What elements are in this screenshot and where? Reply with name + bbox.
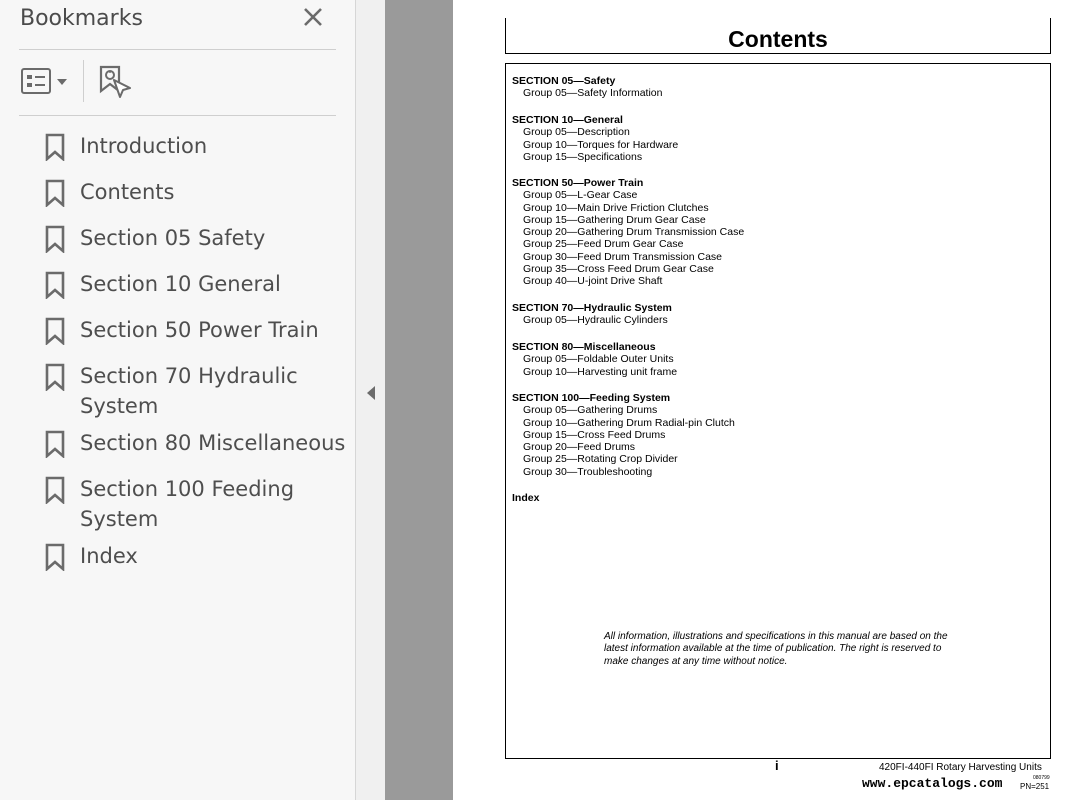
group-entry: Group 05—Foldable Outer Units — [523, 353, 674, 366]
section-heading: Index — [512, 492, 540, 504]
group-entry: Group 25—Rotating Crop Divider — [523, 453, 678, 466]
toolbar-separator — [83, 60, 84, 102]
footer-title: 420FI-440FI Rotary Harvesting Units — [879, 762, 1042, 773]
group-entry: Group 10—Harvesting unit frame — [523, 365, 678, 378]
bookmark-label: Index — [80, 544, 138, 568]
toc-section — [512, 492, 539, 504]
toc-section — [512, 114, 678, 163]
bookmark-label: Section 10 General — [80, 272, 281, 296]
group-entry: Group 10—Torques for Hardware — [523, 138, 679, 151]
watermark: www.epcatalogs.com — [862, 776, 1003, 791]
group-entry: Group 05—L-Gear Case — [523, 189, 638, 202]
document-page — [453, 0, 1075, 800]
group-entry: Group 10—Main Drive Friction Clutches — [523, 201, 709, 214]
close-icon[interactable] — [299, 3, 327, 31]
divider — [19, 115, 336, 116]
bookmark-label: Section 80 Miscellaneous — [80, 431, 346, 455]
group-entry: Group 05—Gathering Drums — [523, 404, 658, 417]
bookmark-icon — [44, 225, 66, 253]
group-entry: Group 20—Gathering Drum Transmission Case — [523, 226, 745, 239]
group-entry: Group 35—Cross Feed Drum Gear Case — [523, 263, 714, 276]
find-bookmark-icon[interactable] — [97, 64, 133, 100]
contents-frame — [505, 63, 1051, 759]
options-menu-icon[interactable] — [20, 66, 72, 96]
bookmark-icon — [44, 179, 66, 207]
section-heading: SECTION 10—General — [512, 114, 623, 126]
group-entry: Group 15—Specifications — [523, 150, 643, 163]
bookmark-label: Contents — [80, 180, 175, 204]
toc-section — [512, 177, 744, 288]
bookmarks-panel — [0, 0, 356, 800]
collapse-panel-icon[interactable] — [364, 384, 378, 402]
footer-pn: PN=251 — [1020, 782, 1050, 791]
group-entry: Group 15—Cross Feed Drums — [523, 428, 666, 441]
bookmark-label: Section 100 Feeding System — [80, 477, 295, 531]
group-entry: Group 20—Feed Drums — [523, 441, 636, 454]
section-heading: SECTION 70—Hydraulic System — [512, 302, 672, 314]
bookmark-label: Section 50 Power Train — [80, 318, 319, 342]
bookmark-label: Introduction — [80, 134, 208, 158]
group-entry: Group 05—Safety Information — [523, 87, 663, 100]
bookmark-icon — [44, 317, 66, 345]
group-entry: Group 10—Gathering Drum Radial-pin Clutch — [523, 416, 735, 429]
divider — [19, 49, 336, 50]
bookmark-icon — [44, 476, 66, 504]
section-heading: SECTION 100—Feeding System — [512, 392, 671, 404]
toc-section — [512, 75, 663, 100]
section-heading: SECTION 05—Safety — [512, 75, 616, 87]
bookmark-label: Section 70 Hydraulic System — [80, 364, 298, 418]
group-entry: Group 15—Gathering Drum Gear Case — [523, 213, 706, 226]
group-entry: Group 40—U-joint Drive Shaft — [523, 275, 663, 288]
toc-section — [512, 392, 735, 478]
document-gutter — [385, 0, 453, 800]
page-number: i — [775, 758, 779, 773]
bookmark-icon — [44, 543, 66, 571]
group-entry: Group 05—Description — [523, 126, 630, 139]
bookmark-icon — [44, 133, 66, 161]
bookmark-label: Section 05 Safety — [80, 226, 266, 250]
bookmark-icon — [44, 430, 66, 458]
title-frame — [505, 18, 1051, 54]
group-entry: Group 30—Feed Drum Transmission Case — [523, 250, 722, 263]
section-heading: SECTION 80—Miscellaneous — [512, 341, 656, 353]
bookmark-icon — [44, 363, 66, 391]
section-heading: SECTION 50—Power Train — [512, 177, 644, 189]
toc-section — [512, 341, 677, 378]
group-entry: Group 05—Hydraulic Cylinders — [523, 314, 668, 327]
group-entry: Group 25—Feed Drum Gear Case — [523, 238, 684, 251]
panel-title: Bookmarks — [20, 6, 143, 31]
footer-code: 080799 — [1033, 775, 1050, 781]
bookmark-icon — [44, 271, 66, 299]
toc-section — [512, 302, 672, 327]
group-entry: Group 30—Troubleshooting — [523, 465, 653, 478]
disclaimer-text: All information, illustrations and specifications in this manual are based on the latest information available at the time of publication. The right is reserved to make changes at any time without notice. — [604, 631, 948, 667]
page-title: Contents — [728, 26, 828, 52]
